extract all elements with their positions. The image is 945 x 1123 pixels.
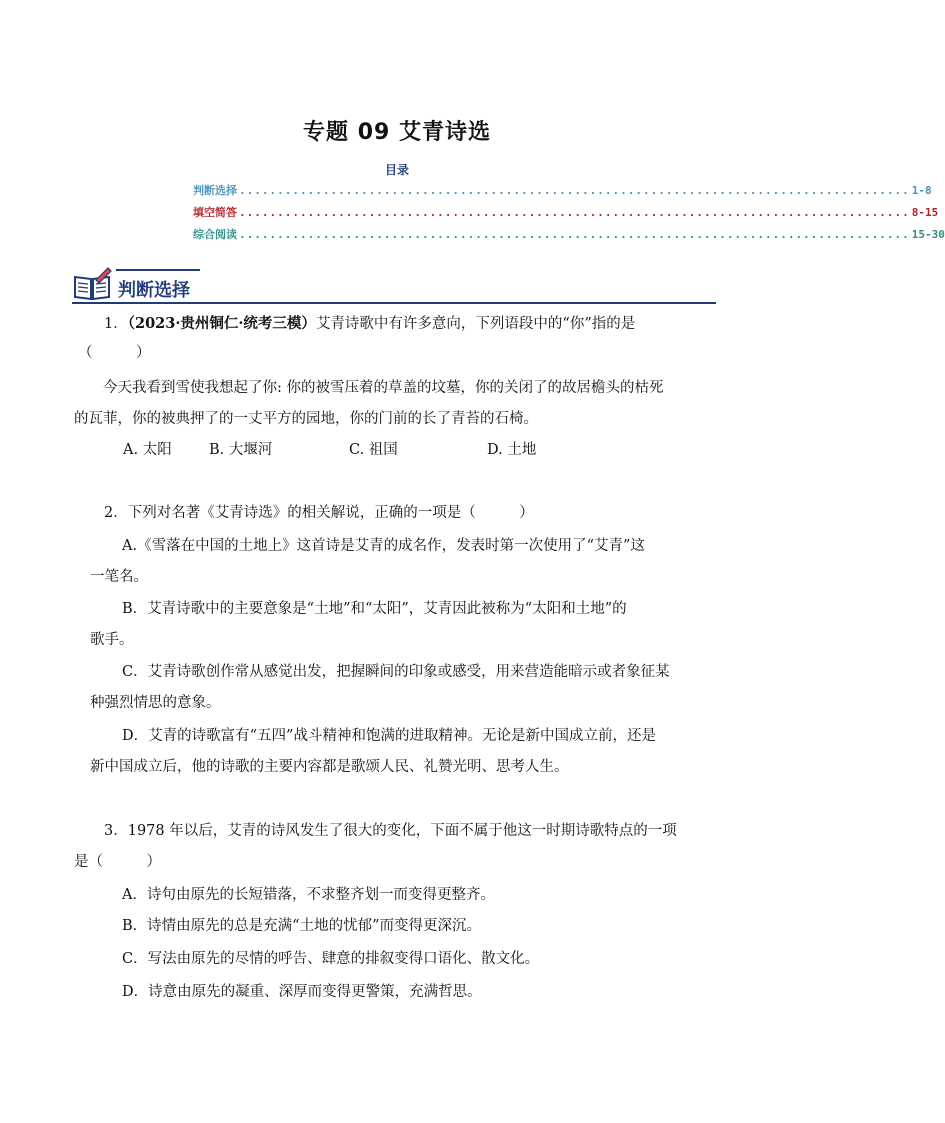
section-divider-top	[116, 269, 200, 271]
option-d: D. 土地	[487, 442, 537, 458]
question-3-stem-cont: 是（ ）	[74, 854, 161, 870]
toc-leader-dots: ........................................................................................	[239, 184, 910, 197]
toc-item-label: 综合阅读	[193, 228, 237, 241]
option-c: C. 祖国	[349, 442, 398, 458]
toc-item-label: 填空简答	[193, 206, 237, 219]
option-c: C．写法由原先的尽情的呼告、肆意的排叙变得口语化、散文化。	[122, 951, 540, 967]
question-2-stem: 2．下列对名著《艾青诗选》的相关解说，正确的一项是（ ）	[104, 505, 534, 521]
option-c-cont: 种强烈情思的意象。	[90, 695, 221, 711]
option-d-cont: 新中国成立后，他的诗歌的主要内容都是歌颂人民、礼赞光明、思考人生。	[90, 759, 569, 775]
section-divider	[72, 302, 716, 304]
question-3-stem: 3．1978 年以后，艾青的诗风发生了很大的变化，下面不属于他这一时期诗歌特点的一项	[104, 823, 677, 839]
answer-blank: （ ）	[78, 345, 151, 361]
option-b: B．艾青诗歌中的主要意象是“土地”和“太阳”，艾青因此被称为“太阳和土地”的	[122, 601, 627, 617]
passage-line: 的瓦菲，你的被典押了的一丈平方的园地，你的门前的长了青苔的石椅。	[74, 411, 538, 427]
section-header	[72, 265, 722, 305]
option-d: D．诗意由原先的凝重、深厚而变得更警策，充满哲思。	[122, 984, 482, 1000]
option-b: B．诗情由原先的总是充满“土地的忧郁”而变得更深沉。	[122, 918, 481, 934]
toc-item-page: 15-30	[911, 228, 945, 241]
option-c: C．艾青诗歌创作常从感觉出发，把握瞬间的印象或感受，用来营造能暗示或者象征某	[122, 664, 670, 680]
question-number: 1．	[104, 316, 128, 332]
option-d: D．艾青的诗歌富有“五四”战斗精神和饱满的进取精神。无论是新中国成立前，还是	[122, 728, 656, 744]
page-title: 专题 09 艾青诗选	[303, 120, 491, 145]
option-a-cont: 一笔名。	[90, 569, 148, 585]
toc-item-2[interactable]	[193, 204, 939, 220]
option-b: B. 大堰河	[209, 442, 273, 458]
toc-item-3[interactable]	[193, 226, 945, 242]
toc-item-page: 1-8	[911, 184, 932, 197]
option-a: A．诗句由原先的长短错落，不求整齐划一而变得更整齐。	[122, 887, 495, 903]
option-b-cont: 歌手。	[90, 632, 134, 648]
question-text: 艾青诗歌中有许多意向，下列语段中的“你”指的是	[315, 316, 636, 332]
question-source: （2023·贵州铜仁·统考三模）	[127, 315, 316, 332]
toc-item-label: 判断选择	[193, 184, 237, 197]
question-1-stem	[104, 314, 635, 334]
open-book-pen-icon	[72, 267, 112, 301]
toc-leader-dots: ........................................................................................	[239, 228, 910, 241]
passage-line: 今天我看到雪使我想起了你: 你的被雪压着的草盖的坟墓，你的关闭了的故居檐头的枯死	[103, 380, 664, 396]
section-title: 判断选择	[118, 280, 190, 301]
option-a: A. 太阳	[123, 442, 172, 458]
option-a: A.《雪落在中国的土地上》这首诗是艾青的成名作，发表时第一次使用了“艾青”这	[122, 538, 645, 554]
toc-leader-dots: ........................................................................................	[239, 206, 910, 219]
toc-item-1[interactable]	[193, 182, 932, 198]
toc-item-page: 8-15	[911, 206, 939, 219]
toc-heading: 目录	[384, 163, 409, 177]
